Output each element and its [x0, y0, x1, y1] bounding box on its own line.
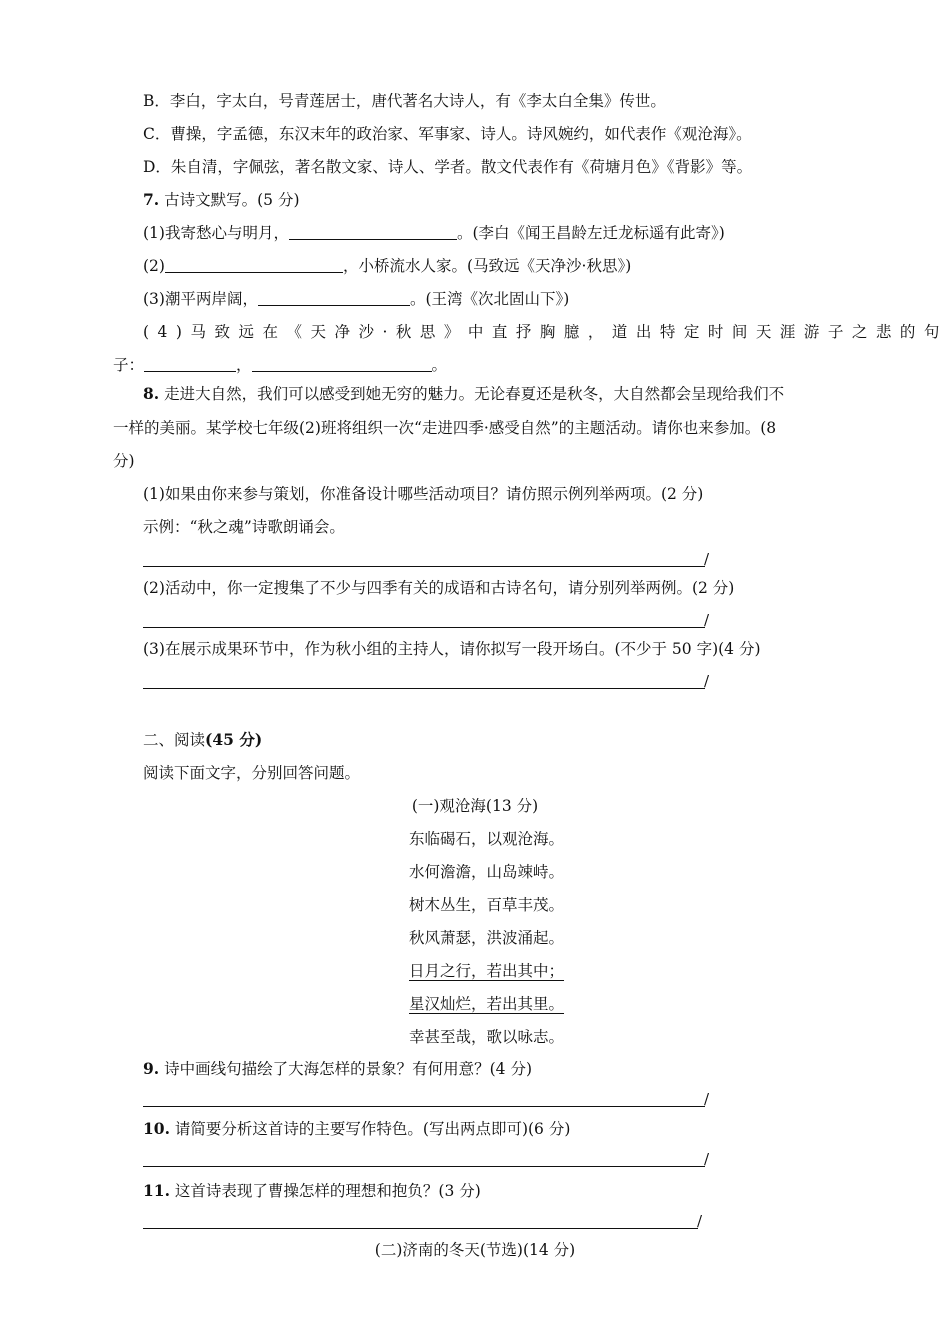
poem-line: 幸甚至哉，歌以咏志。: [409, 1028, 565, 1046]
answer-line[interactable]: [143, 627, 705, 628]
option-c: C．曹操，字孟德，东汉末年的政治家、军事家、诗人。诗风婉约，如代表作《观沧海》。: [143, 125, 752, 143]
comma-text: ，: [236, 356, 252, 374]
question-7-part-3: [143, 289, 569, 309]
question-8-intro-line-2: 一样的美丽。某学校七年级(2)班将组织一次“走进四季·感受自然”的主题活动。请你也来参加。(8: [113, 419, 777, 437]
question-8-intro: [143, 384, 784, 404]
source-text: 。(李白《闻王昌龄左迁龙标遥有此寄》): [456, 224, 725, 242]
poem-line: 东临碣石，以观沧海。: [409, 830, 565, 848]
period-text: 。: [431, 356, 448, 374]
question-8-part-2: (2)活动中，你一定搜集了不少与四季有关的成语和古诗名句，请分别列举两例。(2 分): [143, 579, 735, 597]
answer-line[interactable]: [143, 688, 705, 689]
question-10: [143, 1119, 570, 1139]
question-text: 走进大自然，我们可以感受到她无穷的魅力。无论春夏还是秋冬，大自然都会呈现给我们不: [159, 385, 785, 403]
poem-line: 树木丛生，百草丰茂。: [409, 896, 565, 914]
question-number: 11.: [143, 1181, 170, 1200]
answer-line-end: /: [704, 550, 710, 568]
answer-blank[interactable]: [252, 356, 432, 372]
poem-line-underlined: 星汉灿烂，若出其里。: [409, 995, 565, 1013]
question-number: 9.: [143, 1059, 160, 1078]
question-8-intro-line-3: 分): [113, 452, 135, 470]
source-text: ，小桥流水人家。(马致远《天净沙·秋思》): [342, 257, 632, 275]
question-number: 7.: [143, 190, 160, 209]
answer-line[interactable]: [143, 566, 705, 567]
question-text: 古诗文默写。(5 分): [159, 191, 300, 209]
question-text: 请简要分析这首诗的主要写作特色。(写出两点即可)(6 分): [169, 1120, 571, 1138]
answer-line-end: /: [704, 672, 710, 690]
answer-line[interactable]: [143, 1166, 705, 1167]
answer-line[interactable]: [143, 1106, 705, 1107]
question-number: 10.: [143, 1119, 170, 1138]
poem-line-underlined: 日月之行，若出其中；: [409, 962, 565, 980]
question-8-part-1: (1)如果由你来参与策划，你准备设计哪些活动项目？请仿照示例列举两项。(2 分): [143, 485, 704, 503]
section-score: (45 分): [205, 730, 263, 749]
prompt-text: (1)我寄愁心与明月，: [143, 224, 289, 242]
prompt-text: (2): [143, 257, 165, 275]
question-8-part-3: (3)在展示成果环节中，作为秋小组的主持人，请你拟写一段开场白。(不少于 50 字)(4 分): [143, 640, 761, 658]
question-7-title: [143, 190, 300, 210]
question-text: 诗中画线句描绘了大海怎样的景象？有何用意？(4 分): [159, 1060, 532, 1078]
answer-line-end: /: [704, 1150, 710, 1168]
reading-part-2-title: (二)济南的冬天(节选)(14 分): [374, 1241, 576, 1259]
question-7-part-4-answer: [113, 355, 447, 375]
poem-line: 秋风萧瑟，洪波涌起。: [409, 929, 565, 947]
answer-line-end: /: [704, 611, 710, 629]
question-7-part-1: [143, 223, 725, 243]
answer-blank[interactable]: [165, 257, 343, 273]
section-2-title: [143, 730, 262, 750]
answer-blank[interactable]: [258, 290, 410, 306]
section-title-text: 二、阅读: [143, 731, 206, 749]
section-2-intro: 阅读下面文字，分别回答问题。: [143, 764, 361, 782]
answer-blank[interactable]: [144, 356, 236, 372]
question-9: [143, 1059, 532, 1079]
answer-line[interactable]: [143, 1228, 698, 1229]
answer-line-end: /: [704, 1090, 710, 1108]
question-8-example: 示例：“秋之魂”诗歌朗诵会。: [143, 518, 345, 536]
prompt-text: 子：: [113, 356, 145, 374]
question-number: 8.: [143, 384, 160, 403]
answer-blank[interactable]: [289, 224, 457, 240]
question-11: [143, 1181, 481, 1201]
question-7-part-2: [143, 256, 631, 276]
question-text: 这首诗表现了曹操怎样的理想和抱负？(3 分): [169, 1182, 481, 1200]
prompt-text: (3)潮平两岸阔，: [143, 290, 258, 308]
option-b: B．李白，字太白，号青莲居士，唐代著名大诗人，有《李太白全集》传世。: [143, 92, 666, 110]
question-7-part-4: (4)马致远在《天净沙·秋思》中直抒胸臆，道出特定时间天涯游子之悲的句: [143, 323, 948, 341]
source-text: 。(王湾《次北固山下》): [409, 290, 570, 308]
poem-line: 水何澹澹，山岛竦峙。: [409, 863, 565, 881]
option-d: D．朱自清，字佩弦，著名散文家、诗人、学者。散文代表作有《荷塘月色》《背影》等。: [143, 158, 753, 176]
answer-line-end: /: [697, 1212, 703, 1230]
poem-title: (一)观沧海(13 分): [411, 797, 539, 815]
